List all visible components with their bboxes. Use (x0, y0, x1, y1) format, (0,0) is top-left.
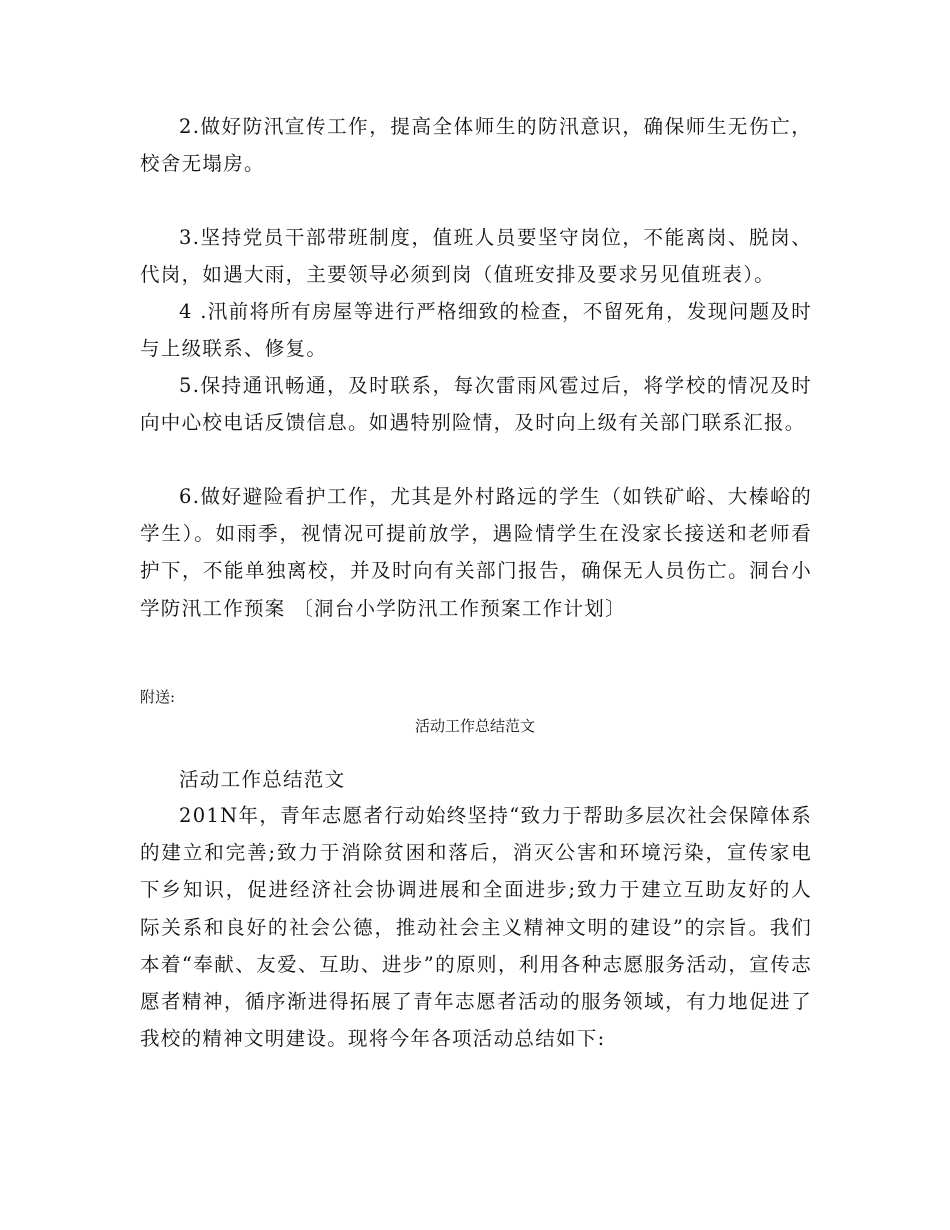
paragraph-item-4: 4 .汛前将所有房屋等进行严格细致的检查，不留死角，发现问题及时与上级联系、修复。 (140, 300, 812, 361)
paragraph-item-3: 3.坚持党员干部带班制度，值班人员要坚守岗位，不能离岗、脱岗、代岗，如遇大雨，主要领导必须到岗（值班安排及要求另见值班表）。 (140, 226, 812, 287)
paragraph-item-5: 5.保持通讯畅通，及时联系，每次雷雨风雹过后，将学校的情况及时向中心校电话反馈信息。如遇特别险情，及时向上级有关部门联系汇报。 (140, 374, 812, 435)
body-paragraph: 201N年，青年志愿者行动始终坚持“致力于帮助多层次社会保障体系的建立和完善;致力于消除贫困和落后，消灭公害和环境污染，宣传家电下乡知识，促进经济社会协调进展和全面进步;致力于建立互助友好的人际关系和良好的社会公德，推动社会主义精神文明的建设”的宗旨。我们本着“奉献、友爱、互助、进步”的原则，利用各种志愿服务活动，宣传志愿者精神，循序渐进得拓展了青年志愿者活动的服务领域，有力地促进了我校的精神文明建设。现将今年各项活动总结如下: (140, 804, 812, 1051)
paragraph-item-6: 6.做好避险看护工作，尤其是外村路远的学生（如铁矿峪、大榛峪的学生）。如雨季，视情况可提前放学，遇险情学生在没家长接送和老师看护下，不能单独离校，并及时向有关部门报告，确保无人员伤亡。洞台小学防汛工作预案 〔洞台小学防汛工作预案工作计划〕 (140, 485, 812, 620)
paragraph-item-2: 2.做好防汛宣传工作，提高全体师生的防汛意识，确保师生无伤亡，校舍无塌房。 (140, 115, 812, 176)
appendix-title: 活动工作总结范文 (414, 717, 535, 735)
appendix-label: 附送: (140, 688, 176, 706)
section-heading: 活动工作总结范文 (179, 768, 346, 791)
